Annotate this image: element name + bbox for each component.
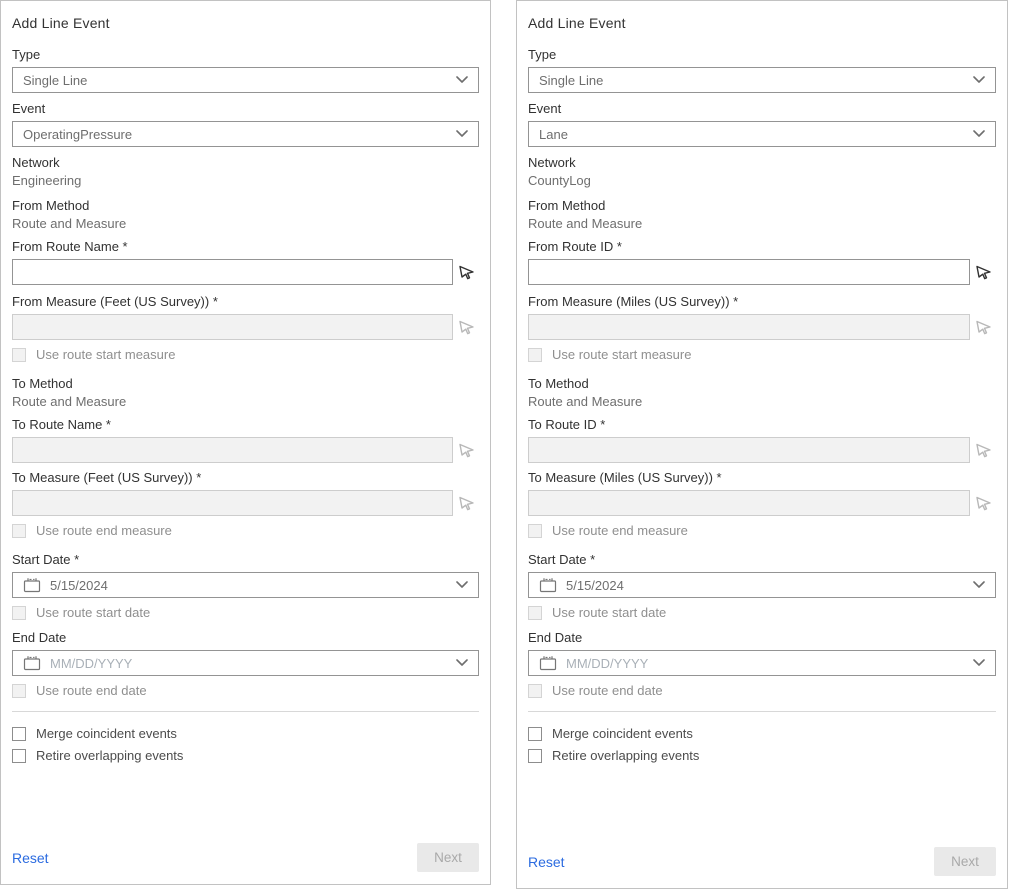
use-route-end-measure-checkbox[interactable] (12, 524, 26, 538)
from-route-input[interactable] (12, 259, 453, 285)
retire-overlapping-events-label: Retire overlapping events (552, 748, 700, 763)
chevron-down-icon (456, 659, 468, 667)
use-route-start-date-row (528, 605, 996, 620)
pick-to-measure-on-map-button[interactable] (453, 490, 479, 516)
event-select-value: OperatingPressure (23, 126, 133, 142)
use-route-end-measure-label: Use route end measure (552, 523, 688, 538)
from-route-label: From Route ID * (528, 239, 622, 254)
to-route-label: To Route ID * (528, 417, 606, 432)
start-date-value: 5/15/2024 (566, 577, 624, 593)
map-pointer-icon (458, 495, 475, 512)
to-measure-label: To Measure (Feet (US Survey)) * (12, 470, 202, 485)
use-route-start-measure-label: Use route start measure (552, 347, 692, 362)
map-pointer-icon (458, 264, 475, 281)
event-select[interactable] (528, 121, 996, 147)
end-date-label: End Date (12, 630, 67, 645)
next-button[interactable]: Next (934, 847, 996, 876)
map-pointer-icon (975, 495, 992, 512)
from-route-input[interactable] (528, 259, 970, 285)
from-route-label: From Route Name * (12, 239, 128, 254)
use-route-end-measure-row (12, 523, 479, 538)
use-route-end-date-label: Use route end date (552, 683, 663, 698)
reset-link[interactable]: Reset (12, 849, 49, 866)
to-measure-input[interactable] (528, 490, 970, 516)
use-route-end-date-row (12, 683, 479, 698)
merge-coincident-events-label: Merge coincident events (552, 726, 693, 741)
from-method-value: Route and Measure (528, 216, 643, 231)
map-pointer-icon (975, 264, 992, 281)
event-select[interactable] (12, 121, 479, 147)
from-method-value: Route and Measure (12, 216, 127, 231)
use-route-start-measure-checkbox[interactable] (528, 348, 542, 362)
use-route-start-measure-row (528, 347, 996, 362)
use-route-end-date-checkbox[interactable] (12, 684, 26, 698)
chevron-down-icon (973, 76, 985, 84)
retire-overlapping-events-label: Retire overlapping events (36, 748, 184, 763)
calendar-icon (539, 655, 557, 671)
use-route-start-measure-row (12, 347, 479, 362)
pick-from-measure-on-map-button[interactable] (453, 314, 479, 340)
network-value: Engineering (12, 173, 82, 188)
use-route-start-date-checkbox[interactable] (528, 606, 542, 620)
retire-overlapping-events-row (12, 748, 479, 763)
merge-coincident-events-label: Merge coincident events (36, 726, 177, 741)
to-route-input[interactable] (12, 437, 453, 463)
chevron-down-icon (973, 581, 985, 589)
pick-to-route-on-map-button[interactable] (453, 437, 479, 463)
add-line-event-panel-right (516, 0, 1008, 889)
pick-to-measure-on-map-button[interactable] (970, 490, 996, 516)
use-route-end-measure-checkbox[interactable] (528, 524, 542, 538)
to-method-value: Route and Measure (12, 394, 127, 409)
use-route-end-date-checkbox[interactable] (528, 684, 542, 698)
calendar-icon (23, 655, 41, 671)
panel-footer (12, 843, 479, 872)
map-pointer-icon (458, 442, 475, 459)
next-button[interactable]: Next (417, 843, 479, 872)
use-route-start-measure-checkbox[interactable] (12, 348, 26, 362)
event-label: Event (12, 101, 46, 116)
to-measure-input[interactable] (12, 490, 453, 516)
section-divider (12, 711, 479, 712)
add-line-event-panel-left (0, 0, 491, 885)
panel-footer (528, 847, 996, 876)
reset-link[interactable]: Reset (528, 853, 565, 870)
use-route-start-measure-label: Use route start measure (36, 347, 176, 362)
to-method-value: Route and Measure (528, 394, 643, 409)
network-label: Network (528, 155, 576, 170)
chevron-down-icon (456, 130, 468, 138)
from-measure-input[interactable] (12, 314, 453, 340)
pick-from-route-on-map-button[interactable] (453, 259, 479, 285)
from-measure-label: From Measure (Miles (US Survey)) * (528, 294, 739, 309)
from-measure-label: From Measure (Feet (US Survey)) * (12, 294, 218, 309)
end-date-label: End Date (528, 630, 583, 645)
use-route-end-measure-row (528, 523, 996, 538)
start-date-label: Start Date * (528, 552, 596, 567)
calendar-icon (539, 577, 557, 593)
panel-title: Add Line Event (528, 15, 626, 31)
type-label: Type (528, 47, 557, 62)
merge-coincident-events-checkbox[interactable] (12, 727, 26, 741)
chevron-down-icon (456, 76, 468, 84)
type-select-value: Single Line (23, 72, 88, 88)
type-label: Type (12, 47, 41, 62)
merge-coincident-events-row (12, 726, 479, 741)
start-date-select[interactable] (12, 572, 479, 598)
start-date-value: 5/15/2024 (50, 577, 108, 593)
panel-title: Add Line Event (12, 15, 110, 31)
retire-overlapping-events-row (528, 748, 996, 763)
map-pointer-icon (975, 319, 992, 336)
from-method-label: From Method (528, 198, 606, 213)
chevron-down-icon (973, 659, 985, 667)
use-route-start-date-checkbox[interactable] (12, 606, 26, 620)
use-route-end-date-label: Use route end date (36, 683, 147, 698)
section-divider (528, 711, 996, 712)
event-label: Event (528, 101, 562, 116)
use-route-start-date-label: Use route start date (36, 605, 151, 620)
pick-to-route-on-map-button[interactable] (970, 437, 996, 463)
from-method-label: From Method (12, 198, 90, 213)
start-date-label: Start Date * (12, 552, 80, 567)
type-select[interactable] (528, 67, 996, 93)
calendar-icon (23, 577, 41, 593)
end-date-placeholder: MM/DD/YYYY (50, 655, 133, 671)
end-date-select[interactable] (12, 650, 479, 676)
use-route-end-date-row (528, 683, 996, 698)
type-select[interactable] (12, 67, 479, 93)
pick-from-measure-on-map-button[interactable] (970, 314, 996, 340)
event-select-value: Lane (539, 126, 568, 142)
pick-from-route-on-map-button[interactable] (970, 259, 996, 285)
map-pointer-icon (975, 442, 992, 459)
merge-coincident-events-row (528, 726, 996, 741)
from-measure-input[interactable] (528, 314, 970, 340)
start-date-select[interactable] (528, 572, 996, 598)
network-value: CountyLog (528, 173, 591, 188)
type-select-value: Single Line (539, 72, 604, 88)
retire-overlapping-events-checkbox[interactable] (12, 749, 26, 763)
end-date-placeholder: MM/DD/YYYY (566, 655, 649, 671)
to-method-label: To Method (528, 376, 589, 391)
retire-overlapping-events-checkbox[interactable] (528, 749, 542, 763)
use-route-start-date-row (12, 605, 479, 620)
network-label: Network (12, 155, 60, 170)
use-route-end-measure-label: Use route end measure (36, 523, 172, 538)
to-route-label: To Route Name * (12, 417, 111, 432)
use-route-start-date-label: Use route start date (552, 605, 667, 620)
chevron-down-icon (973, 130, 985, 138)
to-method-label: To Method (12, 376, 73, 391)
end-date-select[interactable] (528, 650, 996, 676)
merge-coincident-events-checkbox[interactable] (528, 727, 542, 741)
to-route-input[interactable] (528, 437, 970, 463)
map-pointer-icon (458, 319, 475, 336)
to-measure-label: To Measure (Miles (US Survey)) * (528, 470, 722, 485)
chevron-down-icon (456, 581, 468, 589)
